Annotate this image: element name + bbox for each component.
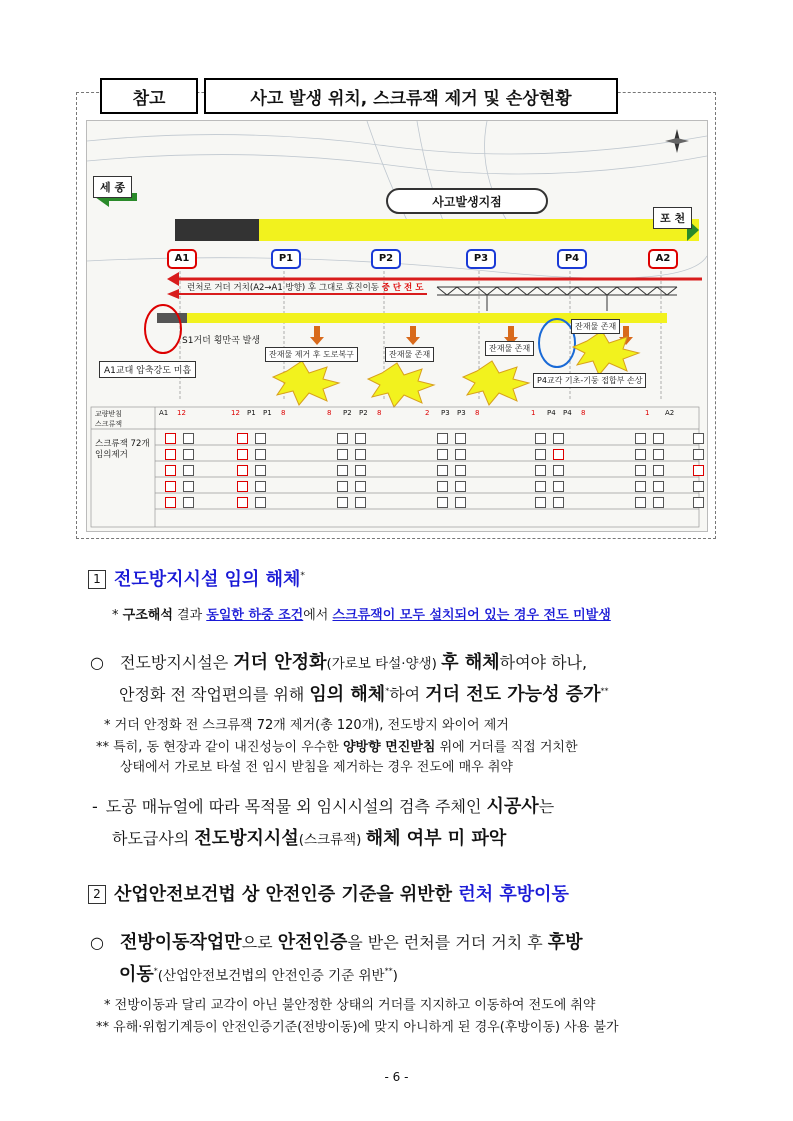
table-header-cell: 12 [177,409,186,417]
screwjack-cell [653,433,664,444]
screwjack-cell [653,481,664,492]
table-header-cell: 1 [645,409,650,417]
table-header-cell: P3 [457,409,466,417]
support-p1: P1 [271,249,301,269]
table-header-cell: 8 [327,409,332,417]
screwjack-cell [183,481,194,492]
screwjack-cell [337,465,348,476]
table-header-cell: A1 [159,409,169,417]
screwjack-cell [553,465,564,476]
screwjack-cell [165,449,176,460]
table-legend: 교량받침 스크류잭 [95,410,123,428]
screwjack-cell [635,449,646,460]
screwjack-cell [337,433,348,444]
screwjack-cell [455,497,466,508]
table-header-cell: P4 [547,409,556,417]
table-header-cell: P3 [441,409,450,417]
table-header-cell: P1 [247,409,256,417]
section-1-title: 전도방지시설 임의 해체 [114,569,301,590]
section-1-footnote-1: * 거더 안정화 전 스크류잭 72개 제거(총 120개), 전도방지 와이어 제거 [104,718,509,733]
debris-label-3: 잔재물 존재 [485,341,534,356]
screwjack-cell [553,497,564,508]
a1-abutment-label: A1교대 압축강도 미흡 [99,361,196,378]
support-a2: A2 [648,249,678,269]
screwjack-cell [553,481,564,492]
screwjack-cell [553,433,564,444]
direction-right-label: 포 천 [653,207,692,229]
section-1-bullet-line-1: ○ 전도방지시설은 거더 안정화(가로보 타설·양생) 후 해체하여야 하나, [90,652,588,673]
screwjack-cell [337,497,348,508]
section-2-title: 산업안전보건법 상 안전인증 기준을 위반한 [114,884,459,905]
screwjack-cell [165,465,176,476]
screwjack-cell [255,449,266,460]
screwjack-cell [535,433,546,444]
section-1-dash-line-1: - 도공 매뉴얼에 따라 목적물 외 임시시설의 검측 주체인 시공사는 [92,796,555,817]
support-a1: A1 [167,249,197,269]
screwjack-cells [87,121,707,531]
table-header-cell: 1 [531,409,536,417]
table-header-cell: 12 [231,409,240,417]
screwjack-cell [237,449,248,460]
screwjack-cell [437,465,448,476]
launch-note: 런처로 거더 거치(A2→A1 방향) 후 그대로 후진이동 중 단 전 도 [187,283,424,293]
screwjack-cell [693,433,704,444]
section-1-footnote-2-line-2: 상태에서 가로보 타설 전 임시 받침을 제거하는 경우 전도에 매우 취약 [120,760,513,775]
accident-point-label: 사고발생지점 [432,195,502,209]
screwjack-cell [255,481,266,492]
screwjack-cell [183,449,194,460]
screwjack-cell [535,481,546,492]
screwjack-cell [437,449,448,460]
section-2-footnote-1: * 전방이동과 달리 교각이 아닌 불안정한 상태의 거더를 지지하고 이동하여 전도에 취약 [104,998,596,1013]
section-2-bullet-line-2: 이동*(산업안전보건법의 안전인증 기준 위반**) [119,964,398,985]
debris-label-2: 잔재물 존재 [385,347,434,362]
reference-title: 사고 발생 위치, 스크류잭 제거 및 손상현황 [204,78,618,114]
screwjack-cell [237,481,248,492]
support-p4: P4 [557,249,587,269]
screwjack-cell [653,497,664,508]
support-p2: P2 [371,249,401,269]
debris-label-1: 잔재물 제거 후 도로복구 [265,347,358,362]
screwjack-cell [337,481,348,492]
screwjack-cell [653,449,664,460]
table-header-cell: P2 [359,409,368,417]
screwjack-cell [183,433,194,444]
screwjack-cell [535,497,546,508]
screwjack-cell [437,481,448,492]
section-1-number: 1 [88,570,106,589]
section-1-bullet-line-2: 안정화 전 작업편의를 위해 임의 해체*하여 거더 전도 가능성 증가** [119,684,609,705]
table-header-cell: 8 [581,409,586,417]
screwjack-cell [237,433,248,444]
screwjack-cell [553,449,564,460]
screwjack-cell [355,497,366,508]
screwjack-cell [455,449,466,460]
screwjack-cell [455,481,466,492]
section-2-title-highlight: 런처 후방이동 [458,884,569,905]
reference-tag: 참고 [100,78,198,114]
screwjack-cell [255,497,266,508]
screwjack-cell [693,449,704,460]
section-1-heading: 1 전도방지시설 임의 해체* [88,565,305,591]
page-number: - 6 - [384,1070,409,1084]
direction-left-label: 세 종 [93,176,132,198]
table-header-cell: 8 [377,409,382,417]
section-1-dash-line-2: 하도급사의 전도방지시설(스크류잭) 해체 여부 미 파악 [112,828,507,849]
screwjack-cell [693,497,704,508]
screwjack-cell [237,497,248,508]
screwjack-cell [635,465,646,476]
screwjack-cell [255,433,266,444]
table-row-label: 스크류잭 72개 임의제거 [95,439,150,460]
screwjack-cell [437,497,448,508]
table-header-cell: 8 [281,409,286,417]
debris-label-4: 잔재물 존재 [571,319,620,334]
table-header-cell: A2 [665,409,675,417]
screwjack-cell [653,465,664,476]
screwjack-cell [355,481,366,492]
screwjack-cell [355,433,366,444]
screwjack-cell [337,449,348,460]
screwjack-cell [693,481,704,492]
screwjack-cell [165,481,176,492]
support-p3: P3 [466,249,496,269]
table-header-cell: P1 [263,409,272,417]
table-header-cell: 8 [475,409,480,417]
section-1-note: * 구조해석 결과 동일한 하중 조건에서 스크류잭이 모두 설치되어 있는 경우 전도 미발생 [112,608,611,623]
section-1-footnote-2: ** 특히, 동 현장과 같이 내진성능이 우수한 양방향 면진받침 위에 거더를 직접 거치한 [96,740,578,755]
s1-girder-label: S1거더 횡만곡 발생 [182,336,261,346]
screwjack-cell [183,465,194,476]
screwjack-cell [165,433,176,444]
screwjack-cell [455,465,466,476]
screwjack-cell [355,449,366,460]
screwjack-cell [183,497,194,508]
table-header-cell: P4 [563,409,572,417]
screwjack-cell [693,465,704,476]
screwjack-cell [437,433,448,444]
section-2-bullet-line-1: ○ 전방이동작업만으로 안전인증을 받은 런처를 거더 거치 후 후방 [90,932,583,953]
screwjack-cell [255,465,266,476]
p4-pier-label: P4교각 기초-기둥 접합부 손상 [533,373,646,388]
accident-diagram [86,120,708,532]
screwjack-cell [635,497,646,508]
table-header-cell: P2 [343,409,352,417]
screwjack-cell [635,433,646,444]
section-2-number: 2 [88,885,106,904]
section-2-footnote-2: ** 유해·위험기계등이 안전인증기준(전방이동)에 맞지 아니하게 된 경우(후방이동) 사용 불가 [96,1020,619,1035]
screwjack-cell [355,465,366,476]
screwjack-cell [165,497,176,508]
section-2-heading [88,880,569,906]
screwjack-cell [535,449,546,460]
screwjack-cell [455,433,466,444]
screwjack-cell [635,481,646,492]
screwjack-cell [535,465,546,476]
table-header-cell: 2 [425,409,430,417]
screwjack-cell [237,465,248,476]
